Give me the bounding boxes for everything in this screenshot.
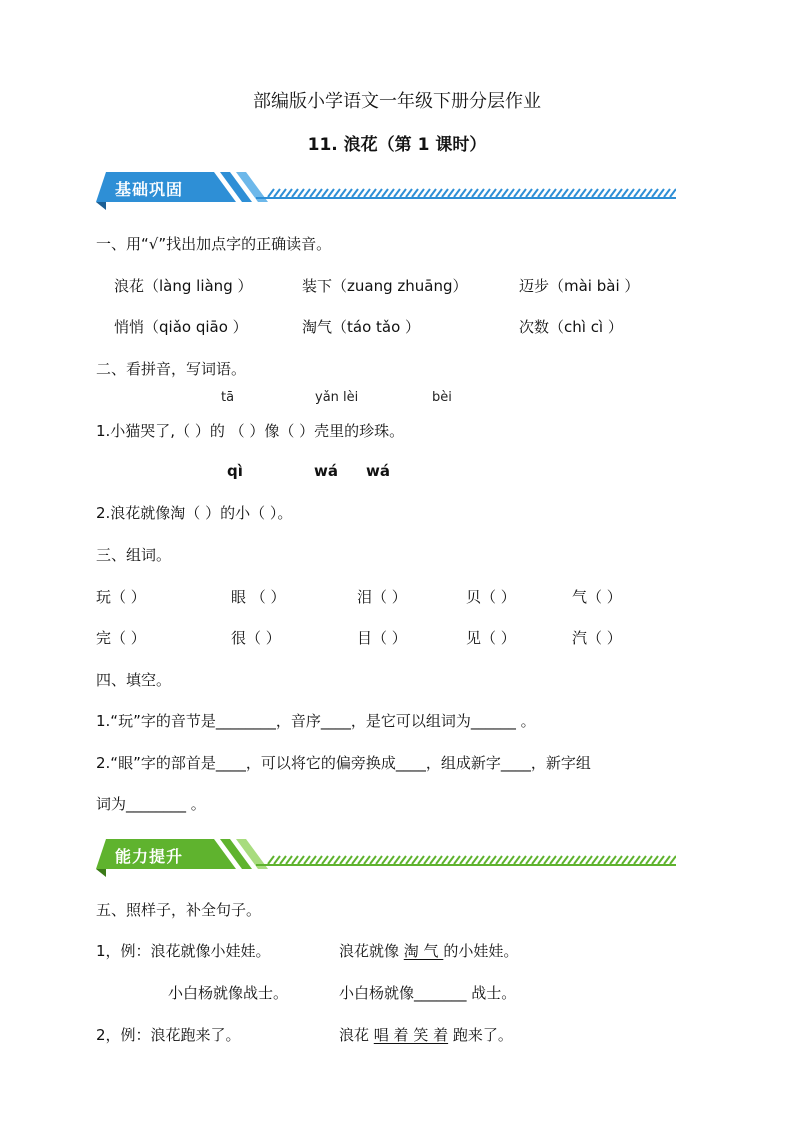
q5-e1-post: 的小娃娃。 [443, 942, 519, 960]
q2-pinyin-wa2: wá [366, 462, 390, 480]
q1-item-5: 淘气（táo tǎo ） [302, 318, 421, 336]
q2-sentence-2: 2.浪花就像淘（ ）的小（ ）。 [96, 504, 293, 522]
q5-e2-right [339, 1025, 513, 1045]
q3-r2-5: 汽（ ） [572, 629, 622, 647]
page-title: 部编版小学语文一年级下册分层作业 [253, 91, 541, 112]
q3-r2-3: 目（ ） [357, 629, 407, 647]
q5-e2-left: 2，例：浪花跑来了。 [96, 1026, 241, 1044]
q3-r1-4: 贝（ ） [466, 588, 516, 606]
q2-pinyin-bei: bèi [432, 390, 452, 405]
banner-label-basic: 基础巩固 [115, 180, 184, 199]
q5-e2-answer: 唱 着 笑 着 [373, 1026, 449, 1044]
q5-e1-pre: 浪花就像 [339, 942, 404, 960]
q1-item-2: 装下（zuang zhuāng） [302, 277, 468, 295]
q5-e1b-right [339, 983, 516, 1003]
q1-item-3: 迈步（mài bài ） [519, 277, 640, 295]
q1-item-6: 次数（chì cì ） [519, 318, 623, 336]
q5-e1b-blank[interactable]: _______ [414, 984, 467, 1002]
q2-heading: 二、看拼音，写词语。 [96, 360, 247, 378]
q3-r1-5: 气（ ） [572, 588, 622, 606]
q4-line-3: 词为________ 。 [96, 795, 206, 813]
q5-e2-pre: 浪花 [339, 1026, 374, 1044]
q5-e1-answer: 淘 气 [403, 942, 444, 960]
q2-sentence-1: 1.小猫哭了,（ ）的 （ ）像（ ）壳里的珍珠。 [96, 422, 405, 440]
q5-e1b-left: 小白杨就像战士。 [168, 984, 289, 1002]
q2-pinyin-yanlei: yǎn lèi [315, 390, 359, 405]
q3-r2-4: 见（ ） [466, 629, 516, 647]
banner-label-ability: 能力提升 [115, 847, 184, 866]
q4-line-1: 1.“玩”字的音节是________，音序____，是它可以组词为______ 。 [96, 712, 536, 730]
q3-heading: 三、组词。 [96, 546, 172, 564]
q2-pinyin-qi: qì [227, 462, 243, 480]
q5-e1-right [339, 941, 518, 961]
q3-r1-3: 泪（ ） [357, 588, 407, 606]
q5-e2-post: 跑来了。 [448, 1026, 513, 1044]
q3-r2-2: 很（ ） [231, 629, 281, 647]
q3-r1-2: 眼 （ ） [231, 588, 286, 606]
q5-e1b-post: 战士。 [466, 984, 517, 1002]
q3-r2-1: 完（ ） [96, 629, 146, 647]
q1-heading: 一、用“√”找出加点字的正确读音。 [96, 235, 332, 253]
q5-e1b-pre: 小白杨就像 [339, 984, 415, 1002]
q4-line-2: 2.“眼”字的部首是____，可以将它的偏旁换成____，组成新字____，新字组 [96, 754, 591, 772]
q1-item-1: 浪花（làng liàng ） [114, 277, 253, 295]
lesson-title: 11. 浪花（第 1 课时） [307, 135, 487, 155]
q5-heading: 五、照样子，补全句子。 [96, 901, 262, 919]
q2-pinyin-ta: tā [221, 390, 235, 405]
q5-e1-left: 1，例：浪花就像小娃娃。 [96, 942, 271, 960]
q4-heading: 四、填空。 [96, 671, 172, 689]
q2-pinyin-wa1: wá [314, 462, 338, 480]
q3-r1-1: 玩（ ） [96, 588, 146, 606]
q1-item-4: 悄悄（qiǎo qiāo ） [114, 318, 248, 336]
